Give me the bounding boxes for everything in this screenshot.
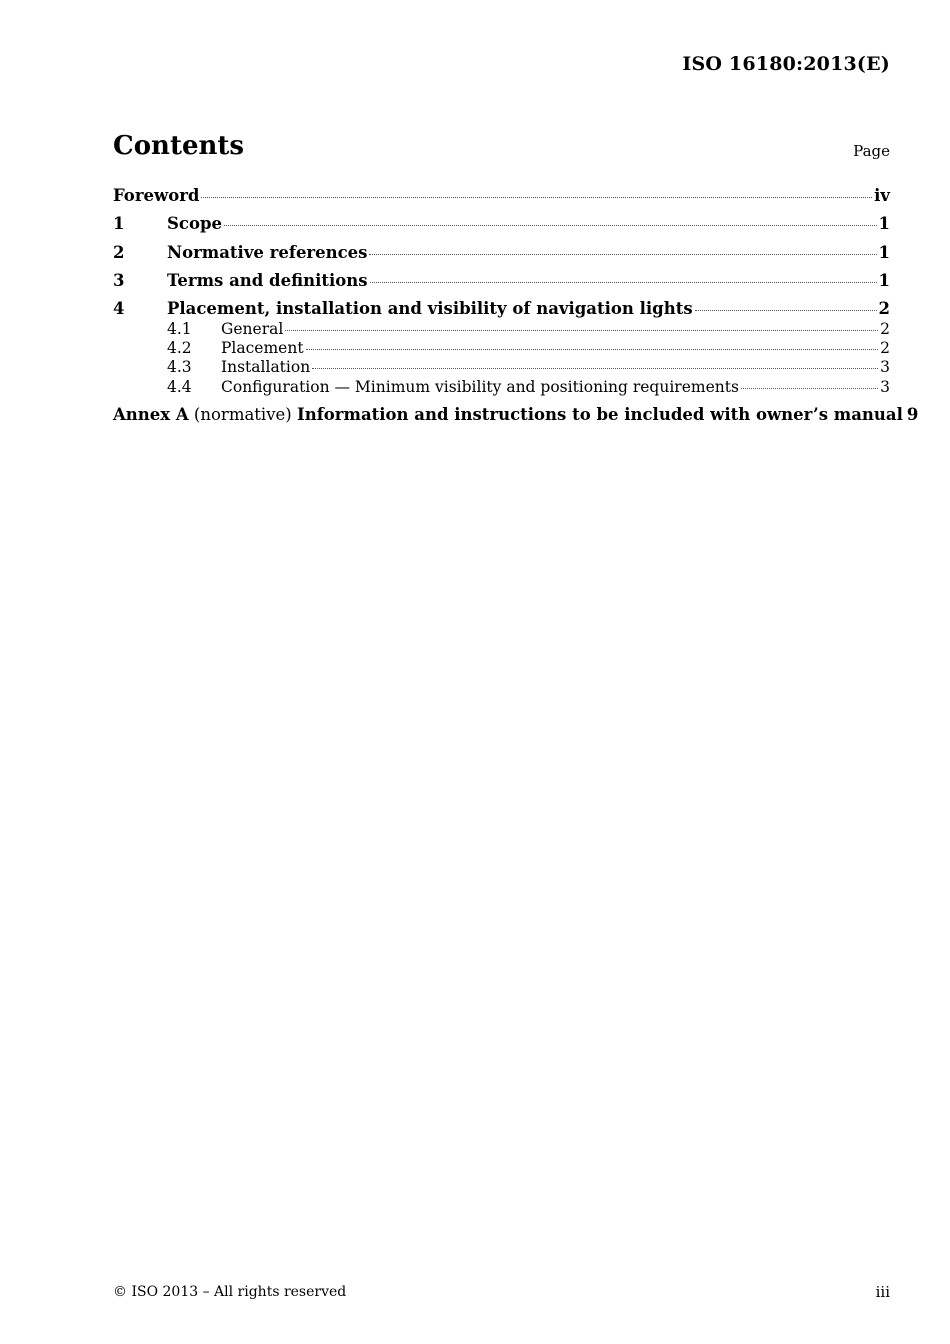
toc-entry-page: iv xyxy=(874,186,890,205)
toc-entry-title: General xyxy=(221,320,284,338)
toc-entry-number: 4.2 xyxy=(167,339,192,357)
toc-entry-placement-installation-visibility[interactable] xyxy=(113,299,890,318)
toc-dot-leader xyxy=(201,197,872,198)
toc-entry-terms-and-definitions[interactable] xyxy=(113,271,890,290)
toc-entry-page: 3 xyxy=(880,378,890,396)
toc-entry-page: 2 xyxy=(878,299,890,318)
toc-dot-leader xyxy=(224,225,877,226)
page-number: iii xyxy=(875,1283,890,1301)
toc-entry-title: Configuration — Minimum visibility and positioning requirements xyxy=(221,378,739,396)
copyright-notice: © ISO 2013 – All rights reserved xyxy=(113,1284,347,1300)
annex-title: Information and instructions to be included with owner’s manual xyxy=(296,405,903,424)
toc-entry-number: 4.1 xyxy=(167,320,192,338)
toc-entry-number: 4.4 xyxy=(167,378,192,396)
toc-entry-title: Foreword xyxy=(113,186,200,205)
toc-entry-number: 4.3 xyxy=(167,358,192,376)
toc-entry-title: Placement xyxy=(221,339,304,357)
toc-entry-page: 2 xyxy=(880,339,890,357)
toc-entry-title: Terms and definitions xyxy=(167,271,368,290)
toc-dot-leader xyxy=(312,368,878,369)
toc-entry-title xyxy=(113,405,903,424)
toc-subentry-configuration[interactable] xyxy=(113,378,890,396)
toc-dot-leader xyxy=(285,330,878,331)
annex-note: (normative) xyxy=(188,405,297,424)
toc-dot-leader xyxy=(369,254,876,255)
toc-entry-title: Placement, installation and visibility of navigation lights xyxy=(167,299,693,318)
annex-label: Annex A xyxy=(113,405,189,424)
toc-entry-number: 2 xyxy=(113,243,125,262)
toc-subentry-general[interactable] xyxy=(113,320,890,338)
toc-entry-title: Normative references xyxy=(167,243,368,262)
toc-entry-page: 9 xyxy=(906,405,919,424)
toc-entry-foreword[interactable] xyxy=(113,186,890,205)
toc-entry-title: Scope xyxy=(167,214,223,233)
toc-dot-leader xyxy=(306,349,879,350)
toc-subentry-installation[interactable] xyxy=(113,358,890,376)
toc-dot-leader xyxy=(695,310,877,311)
toc-entry-number: 4 xyxy=(113,299,125,318)
toc-entry-number: 1 xyxy=(113,214,125,233)
document-id: ISO 16180:2013(E) xyxy=(682,53,890,75)
toc-entry-title: Installation xyxy=(221,358,311,376)
toc-subentry-placement[interactable] xyxy=(113,339,890,357)
toc-entry-page: 3 xyxy=(880,358,890,376)
toc-entry-normative-references[interactable] xyxy=(113,243,890,262)
toc-entry-page: 1 xyxy=(878,214,890,233)
toc-entry-page: 2 xyxy=(880,320,890,338)
contents-heading: Contents xyxy=(113,131,245,161)
toc-entry-scope[interactable] xyxy=(113,214,890,233)
page-column-label: Page xyxy=(853,142,890,160)
toc-entry-number: 3 xyxy=(113,271,125,290)
toc-entry-page: 1 xyxy=(878,271,890,290)
toc-entry-page: 1 xyxy=(878,243,890,262)
toc-dot-leader xyxy=(370,282,877,283)
toc-entry-annex-a[interactable] xyxy=(113,405,919,424)
toc-dot-leader xyxy=(741,388,878,389)
